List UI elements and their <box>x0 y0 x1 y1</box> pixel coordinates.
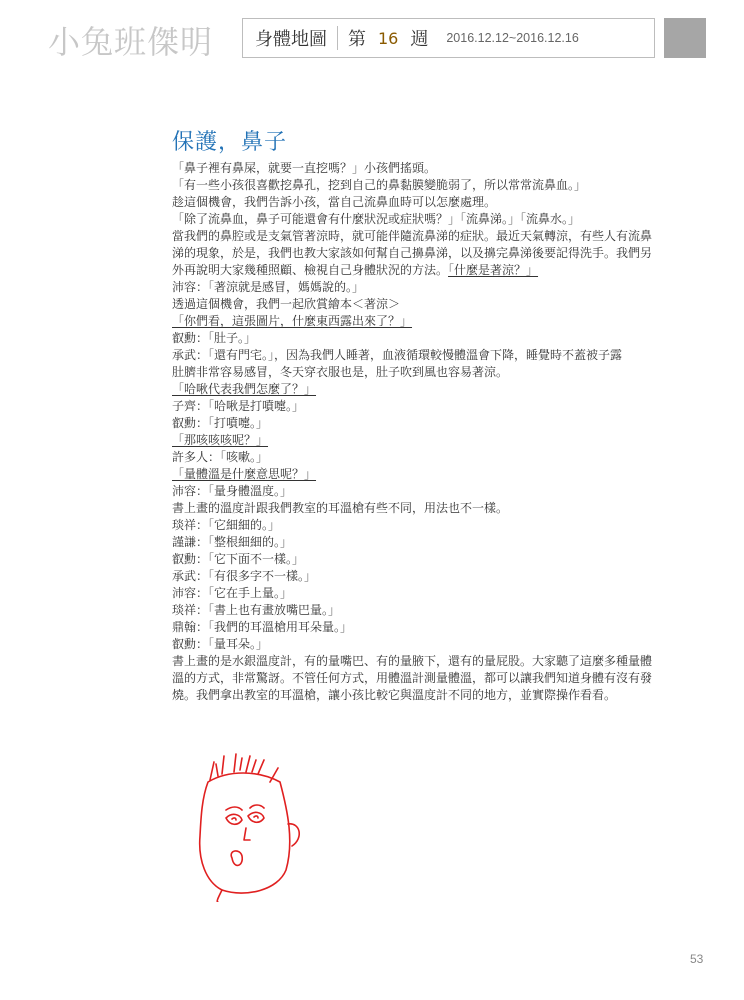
body-line <box>172 551 682 568</box>
article-title: 保護，鼻子 <box>172 130 288 155</box>
body-line-text: 「哈啾代表我們怎麼了？」 <box>172 382 317 396</box>
body-line <box>172 262 682 279</box>
body-line <box>172 177 682 194</box>
body-line <box>172 313 682 330</box>
body-line-text: 趁這個機會，我們告訴小孩，當自己流鼻血時可以怎麼處理。 <box>172 195 497 209</box>
body-line <box>172 449 682 466</box>
body-line <box>172 211 682 228</box>
body-line <box>172 347 682 364</box>
body-line-text: 外再說明大家幾種照顧、檢視自己身體狀況的方法。 <box>172 263 449 277</box>
body-line-text: 琰祥：「書上也有畫放嘴巴量。」 <box>172 603 341 617</box>
header-divider <box>337 26 338 50</box>
body-line-text: 透過這個機會，我們一起欣賞繪本＜著涼＞ <box>172 297 401 311</box>
body-line <box>172 415 682 432</box>
body-line <box>172 585 682 602</box>
body-line-text: 溫的方式，非常驚訝。不管任何方式，用體溫計測量體溫，都可以讓我們知道身體有沒有發 <box>172 671 653 685</box>
body-line-text: 承武：「有很多字不一樣。」 <box>172 569 317 583</box>
body-line <box>172 398 682 415</box>
body-line-text: 鼎翰：「我們的耳溫槍用耳朵量。」 <box>172 620 353 634</box>
body-line <box>172 330 682 347</box>
body-line-text: 「量體溫是什麼意思呢？」 <box>172 467 317 481</box>
body-line <box>172 160 682 177</box>
body-line-text: 「你們看，這張圖片，什麼東西露出來了？」 <box>172 314 413 328</box>
body-line <box>172 670 682 687</box>
body-line <box>172 279 682 296</box>
body-line-text: 當我們的鼻腔或是支氣管著涼時，就可能伴隨流鼻涕的症狀。最近天氣轉涼，有些人有流鼻 <box>172 229 653 243</box>
body-line-text: 涕的現象，於是，我們也教大家該如何幫自己擤鼻涕，以及擤完鼻涕後要記得洗手。我們另 <box>172 246 653 260</box>
body-line-text: 叡勳：「打噴嚏。」 <box>172 416 269 430</box>
body-line <box>172 245 682 262</box>
body-line-text: 沛容：「量身體溫度。」 <box>172 484 293 498</box>
article-body <box>172 160 682 704</box>
body-line-text: 子齊：「哈啾是打噴嚏。」 <box>172 399 305 413</box>
week-number: 16 <box>378 28 399 48</box>
child-face-drawing <box>188 752 308 902</box>
header-gray-block <box>664 18 706 58</box>
body-line-question: 「什麼是著涼？」 <box>448 263 539 277</box>
body-line-text: 承武：「還有門宅。」，因為我們人睡著，血液循環較慢體溫會下降，睡覺時不蓋被子露 <box>172 348 623 362</box>
header-info-box <box>242 18 655 58</box>
body-line <box>172 381 682 398</box>
body-line <box>172 466 682 483</box>
page-number: 53 <box>690 952 704 966</box>
body-line <box>172 500 682 517</box>
body-line <box>172 432 682 449</box>
body-line-text: 叡勳：「它下面不一樣。」 <box>172 552 305 566</box>
week-prefix: 第 <box>348 29 366 50</box>
body-line <box>172 602 682 619</box>
body-line <box>172 653 682 670</box>
body-line <box>172 296 682 313</box>
body-line <box>172 636 682 653</box>
week-suffix: 週 <box>410 29 429 50</box>
body-line-text: 「除了流鼻血，鼻子可能還會有什麼狀況或症狀嗎？」「流鼻涕。」「流鼻水。」 <box>172 212 581 226</box>
body-line-text: 叡勳：「量耳朵。」 <box>172 637 269 651</box>
brand-title: 小兔班傑明 <box>48 23 214 61</box>
body-line-text: 肚臍非常容易感冒，冬天穿衣服也是，肚子吹到風也容易著涼。 <box>172 365 509 379</box>
body-line <box>172 228 682 245</box>
body-line <box>172 687 682 704</box>
body-line-text: 「鼻子裡有鼻屎，就要一直挖嗎？」小孩們搖頭。 <box>172 161 437 175</box>
body-line <box>172 568 682 585</box>
body-line-text: 謹謙：「整根細細的。」 <box>172 535 293 549</box>
body-line-text: 「有一些小孩很喜歡挖鼻孔，挖到自己的鼻黏膜變脆弱了，所以常常流鼻血。」 <box>172 178 587 192</box>
week-dates: 2016.12.12~2016.12.16 <box>446 31 579 45</box>
body-line-text: 沛容：「它在手上量。」 <box>172 586 293 600</box>
body-line <box>172 517 682 534</box>
body-line-text: 叡勳：「肚子。」 <box>172 331 257 345</box>
body-line <box>172 194 682 211</box>
body-line-text: 書上畫的溫度計跟我們教室的耳溫槍有些不同，用法也不一樣。 <box>172 501 509 515</box>
body-line <box>172 483 682 500</box>
body-line-text: 沛容：「著涼就是感冒，媽媽說的。」 <box>172 280 365 294</box>
body-line-text: 燒。我們拿出教室的耳溫槍，讓小孩比較它與溫度計不同的地方，並實際操作看看。 <box>172 688 617 702</box>
body-line-text: 琰祥：「它細細的。」 <box>172 518 281 532</box>
body-line-text: 書上畫的是水銀溫度計，有的量嘴巴、有的量腋下，還有的量屁股。大家聽了這麼多種量體 <box>172 654 653 668</box>
topic-label: 身體地圖 <box>255 29 327 50</box>
body-line <box>172 364 682 381</box>
body-line <box>172 534 682 551</box>
body-line-text: 「那咳咳咳呢？」 <box>172 433 269 447</box>
body-line-text: 許多人：「咳嗽。」 <box>172 450 269 464</box>
body-line <box>172 619 682 636</box>
